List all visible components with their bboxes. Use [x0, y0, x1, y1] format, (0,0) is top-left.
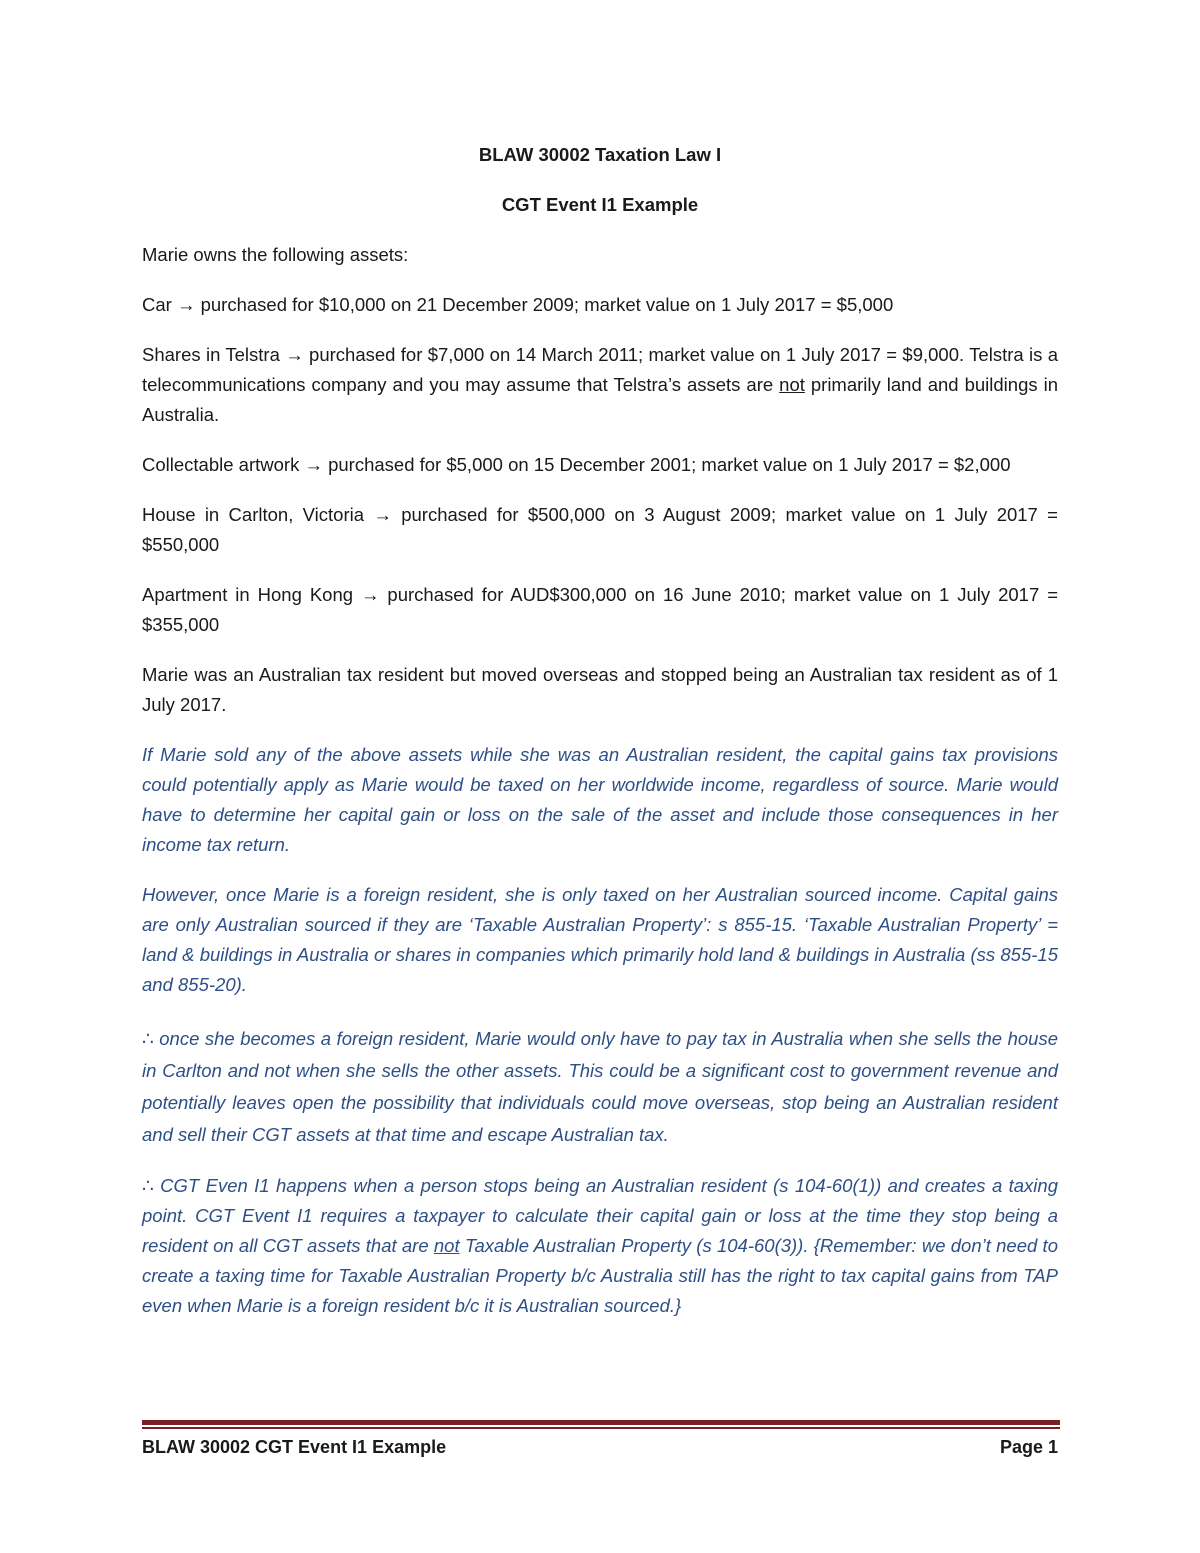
footer-title: BLAW 30002 CGT Event I1 Example	[142, 1437, 447, 1457]
asset-telstra-text-end: primarily land and buildings in Australia.	[142, 374, 1058, 425]
intro-text: Marie owns the following assets:	[142, 244, 409, 265]
answer-paragraph-4	[142, 1171, 1058, 1321]
asset-apartment-hong-kong: Apartment in Hong Kong → purchased for AUD$300,000 on 16 June 2010; market value on 1 July 2017 = $355,000	[142, 584, 1058, 635]
asset-telstra-shares	[142, 340, 1058, 430]
answer-4-text-end: Taxable Australian Property (s 104-60(3)). {Remember: we don’t need to create a taxing time for Taxable Australian Property b/c Australia still has the right to tax capital gains from TAP even when Marie is a foreign resident b/c it is Australian sourced.}	[142, 1235, 1058, 1316]
footer-divider	[142, 1420, 1060, 1425]
answer-paragraph-3: ∴ once she becomes a foreign resident, Marie would only have to pay tax in Australia when she sells the house in Carlton and not when she sells the other assets. This could be a significant cost to government revenue and potentially leaves open the possibility that individuals could move overseas, stop being an Australian resident and sell their CGT assets at that time and escape Australian tax.	[142, 1028, 1058, 1145]
asset-artwork: Collectable artwork → purchased for $5,000 on 15 December 2001; market value on 1 July 2017 = $2,000	[142, 454, 1011, 475]
asset-car: Car → purchased for $10,000 on 21 December 2009; market value on 1 July 2017 = $5,000	[142, 294, 894, 315]
asset-house-carlton: House in Carlton, Victoria → purchased for $500,000 on 3 August 2009; market value on 1 July 2017 = $550,000	[142, 504, 1058, 555]
underlined-not: not	[433, 1235, 460, 1256]
underlined-not: not	[779, 374, 805, 395]
footer-divider-thin	[142, 1427, 1060, 1429]
answer-paragraph-2: However, once Marie is a foreign resident, she is only taxed on her Australian sourced income. Capital gains are only Australian sourced if they are ‘Taxable Australian Property’: s 855-15. ‘Taxable Australian Property’ = land & buildings in Australia or shares in companies which primarily hold land & buildings in Australia (ss 855-15 and 855-20).	[142, 884, 1058, 995]
page-title: BLAW 30002 Taxation Law I	[478, 144, 722, 165]
residency-text: Marie was an Australian tax resident but moved overseas and stopped being an Australian tax resident as of 1 July 2017.	[142, 664, 1058, 715]
page-subtitle: CGT Event I1 Example	[501, 194, 699, 215]
page-number: Page 1	[999, 1437, 1058, 1457]
page-body	[142, 140, 1058, 1321]
answer-paragraph-1: If Marie sold any of the above assets while she was an Australian resident, the capital gains tax provisions could potentially apply as Marie would be taxed on her worldwide income, regardless of source. Marie would have to determine her capital gain or loss on the sale of the asset and include those consequences in her income tax return.	[142, 744, 1058, 855]
asset-telstra-text: Shares in Telstra → purchased for $7,000 on 14 March 2011; market value on 1 July 2017 = $9,000. Telstra is a telecommunications company and you may assume that Telstra’s assets are	[142, 344, 1058, 395]
answer-4-text: ∴ CGT Even I1 happens when a person stops being an Australian resident (s 104-60(1)) and creates a taxing point. CGT Event I1 requires a taxpayer to calculate their capital gain or loss at the time they stop being a resident on all CGT assets that are	[142, 1175, 1058, 1256]
